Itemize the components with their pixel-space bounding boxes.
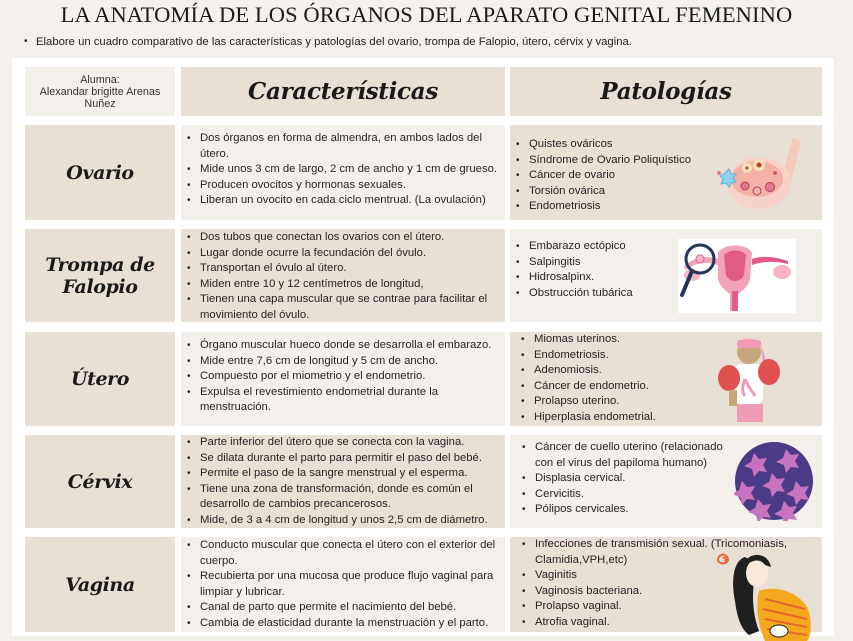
list-item: • Quistes ováricos <box>529 137 822 153</box>
characteristics-ovario <box>181 125 505 220</box>
organ-trompa-de-falopio <box>25 229 175 322</box>
list-item: • Salpingitis <box>529 255 822 271</box>
organ-name-line1: Trompa de <box>45 253 155 276</box>
student-name-2: Nuñez <box>84 97 116 110</box>
list-item: • Prolapso uterino. <box>534 394 822 410</box>
header-characteristics: Características <box>181 67 505 116</box>
student-cell <box>25 67 175 116</box>
list-item: • Lugar donde ocurre la fecundación del óvulo. <box>200 246 505 262</box>
list-item: • Tiene una zona de transformación, donde es común el desarrollo de cambios precancerosos. <box>200 482 505 513</box>
list-item: • Recubierta por una mucosa que produce flujo vaginal para limpiar y lubricar. <box>200 569 505 600</box>
characteristics-utero <box>181 332 505 426</box>
list-item: • Conducto muscular que conecta el útero con el exterior del cuerpo. <box>200 538 505 569</box>
characteristics-trompa <box>181 229 505 322</box>
student-label: Alumna: <box>80 73 120 86</box>
organ-vagina: Vagina <box>25 537 175 632</box>
characteristics-vagina <box>181 537 505 632</box>
list-item: • Obstrucción tubárica <box>529 286 822 302</box>
list-item: • Miomas uterinos. <box>534 332 822 348</box>
comparison-table <box>12 58 834 636</box>
list-item: • Dos órganos en forma de almendra, en ambos lados del útero. <box>200 131 505 162</box>
list-item: • Órgano muscular hueco donde se desarrolla el embarazo. <box>200 338 505 354</box>
organ-cervix: Cérvix <box>25 435 175 528</box>
list-item: • Cáncer de cuello uterino (relacionado con el virus del papiloma humano) <box>535 440 735 471</box>
boxer-ribbon-illustration-icon <box>715 334 781 426</box>
list-item: • Canal de parto que permite el nacimiento del bebé. <box>200 600 505 616</box>
list-item: • Displasia cervical. <box>535 471 735 487</box>
list-item: • Infecciones de transmisión sexual. (Tricomoniasis, Clamidia,VPH,etc) <box>535 537 817 568</box>
list-item: • Dos tubos que conectan los ovarios con el útero. <box>200 230 505 246</box>
pathologies-trompa <box>510 229 822 322</box>
list-item: • Miden entre 10 y 12 centímetros de longitud, <box>200 277 505 293</box>
list-item: • Endometriosis. <box>534 348 822 364</box>
pathologies-utero <box>510 332 822 426</box>
list-item: • Compuesto por el miometrio y el endometrio. <box>200 369 505 385</box>
ovary-illustration-icon <box>715 133 805 215</box>
list-item: • Hidrosalpinx. <box>529 270 822 286</box>
organ-name-line2: Falopio <box>62 275 138 298</box>
list-item: • Síndrome de Ovario Poliquístico <box>529 153 822 169</box>
list-item: • Tienen una capa muscular que se contrae para facilitar el movimiento del óvulo. <box>200 292 505 323</box>
characteristics-cervix <box>181 435 505 528</box>
list-item: • Cervicitis. <box>535 487 735 503</box>
pathologies-vagina <box>510 537 822 632</box>
list-item: • Producen ovocitos y hormonas sexuales. <box>200 178 505 194</box>
list-item: • Vaginosis bacteriana. <box>535 584 817 600</box>
list-item: • Se dilata durante el parto para permitir el paso del bebé. <box>200 451 505 467</box>
list-item: • Pólipos cervicales. <box>535 502 735 518</box>
list-item: • Mide, de 3 a 4 cm de longitud y unos 2,5 cm de diámetro. <box>200 513 505 529</box>
list-item: • Prolapso vaginal. <box>535 599 817 615</box>
list-item: • Cáncer de ovario <box>529 168 822 184</box>
list-item: • Adenomiosis. <box>534 363 822 379</box>
list-item: • Permite el paso de la sangre menstrual y el esperma. <box>200 466 505 482</box>
pathologies-cervix <box>510 435 822 528</box>
organ-ovario: Ovario <box>25 125 175 220</box>
page-title: LA ANATOMÍA DE LOS ÓRGANOS DEL APARATO GENITAL FEMENINO <box>60 2 793 27</box>
list-item: • Atrofia vaginal. <box>535 615 817 631</box>
list-item: • Transportan el óvulo al útero. <box>200 261 505 277</box>
list-item: • Hiperplasia endometrial. <box>534 410 822 426</box>
list-item: • Mide entre 7,6 cm de longitud y 5 cm de ancho. <box>200 354 505 370</box>
uterus-magnifier-illustration-icon <box>678 239 796 313</box>
instruction-text: • Elabore un cuadro comparativo de las características y patologías del ovario, trompa de Falopio, útero, cérvix y vagina. <box>36 36 632 48</box>
pathologies-ovario <box>510 125 822 220</box>
hpv-virus-illustration-icon <box>734 441 814 521</box>
list-item: • Cambia de elasticidad durante la menstruación y el parto. <box>200 616 505 632</box>
list-item: • Parte inferior del útero que se conecta con la vagina. <box>200 435 505 451</box>
organ-utero: Útero <box>25 332 175 426</box>
list-item: • Cáncer de endometrio. <box>534 379 822 395</box>
list-item: • Torsión ovárica <box>529 184 822 200</box>
list-item: • Liberan un ovocito en cada ciclo mentrual. (La ovulación) <box>200 193 505 209</box>
header-pathologies: Patologías <box>510 67 822 116</box>
student-name: Alexandar brigitte Arenas <box>39 85 161 98</box>
list-item: • Mide unos 3 cm de largo, 2 cm de ancho y 1 cm de grueso. <box>200 162 505 178</box>
list-item: • Endometriosis <box>529 199 822 215</box>
list-item: • Expulsa el revestimiento endometrial durante la menstruación. <box>200 385 505 416</box>
list-item: • Vaginitis <box>535 568 817 584</box>
list-item: • Embarazo ectópico <box>529 239 822 255</box>
